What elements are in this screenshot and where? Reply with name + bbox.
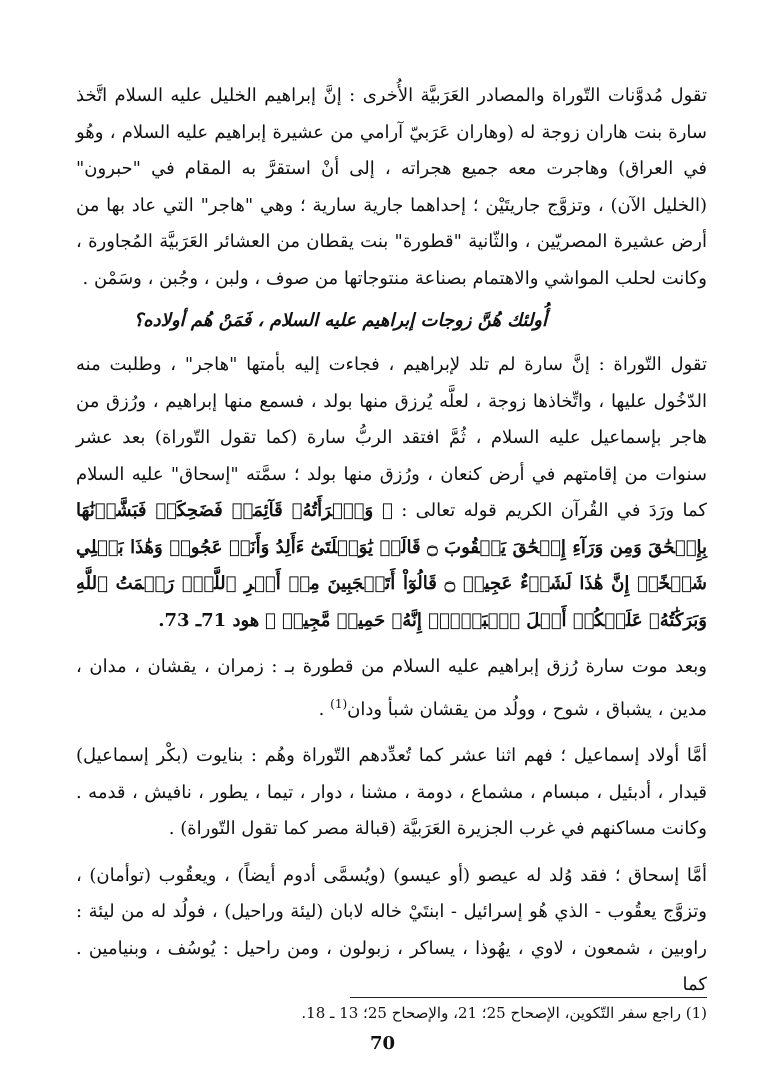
page-number: 70	[369, 1033, 396, 1054]
quran-reference: هود 71ـ 73.	[158, 609, 260, 631]
paragraph-2-text: تقول التّوراة : إنَّ سارة لم تلد لإبراهيم ، فجاءت إليه بأمتها "هاجر" ، وطلبت منه الدّخُول عليها ، واتِّخاذها زوجة ، لعلَّه يُرزق منها بولد ، فسمع منها إبراهيم ، ورُزق من هاجر بإسماعيل عليه السلام ، ثُمَّ افتقد الربُّ سارة (كما تقول التّوراة) بعد عشر سنوات من إقامتهم في أرض كنعان ، ورُزق منها بولد ؛ سمَّته "إسحاق" عليه السلام كما ورَدَ في القُرآن الكريم قوله تعالى :	[76, 354, 707, 521]
paragraph-2	[76, 347, 707, 639]
section-heading: أُولئك هُنَّ زوجات إبراهيم عليه السلام ، فَمَنْ هُم أولاده؟	[133, 310, 547, 331]
body-text	[76, 78, 707, 1004]
footnote-marker: (1)	[330, 696, 348, 711]
paragraph-3: وبعد موت سارة رُزق إبراهيم عليه السلام من قطورة بـ : زمران ، يقشان ، مدان ، مدين ، يشباق ، شوح ، وولُد من يقشان شبأ ودان$^{(1)}$ .	[76, 656, 707, 720]
footnote: (1) راجع سفر التّكوين، الإصحاح 25؛ 21، والإصحاح 25؛ 13 ـ 18.	[301, 1004, 707, 1022]
quran-verse: ﴿ وَٱمۡرَأَتُهُۥ قَآئِمَةٞ فَضَحِكَتۡ فَبَشَّرۡنَٰهَا بِإِسۡحَٰقَ وَمِن وَرَآءِ إِسۡحَٰقَ يَعۡقُوبَ ۝ قَالَتۡ يَٰوَيۡلَتَىٰٓ ءَأَلِدُ وَأَنَا۠ عَجُوزٞ وَهَٰذَا بَعۡلِي شَيۡخًاۖ إِنَّ هَٰذَا لَشَيۡءٌ عَجِيبٞ ۝ قَالُوٓاْ أَتَعۡجَبِينَ مِنۡ أَمۡرِ ٱللَّهِۖ رَحۡمَتُ ٱللَّهِ وَبَرَكَٰتُهُۥ عَلَيۡكُمۡ أَهۡلَ ٱلۡبَيۡتِۚ إِنَّهُۥ حَمِيدٞ مَّجِيدٞ ﴾	[76, 500, 707, 631]
footnote-divider	[350, 997, 707, 998]
paragraph-3-text: وبعد موت سارة رُزق إبراهيم عليه السلام من قطورة بـ : زمران ، يقشان ، مدان ، مدين ، يشباق ، شوح ، وولُد من يقشان شبأ ودان	[76, 656, 707, 720]
paragraph-1: تقول مُدوَّنات التّوراة والمصادر العَرَبيَّة الأُخرى : إنَّ إبراهيم الخليل عليه السلام اتَّخذ سارة بنت هاران زوجة له (وهاران عَرَبيّ آرامي من عشيرة إبراهيم عليه السلام ، وهُو في العراق) وهاجرت معه جميع هجراته ، إلى أنْ استقرَّ به المقام في "حبرون" (الخليل الآن) ، وتزوَّج جاريتَيْن ؛ إحداهما جارية سارية ؛ وهي "هاجر" التي عاد بها من أرض عشيرة المصريّين ، والثّانية "قطورة" بنت يقطان من العشائر العَرَبيَّة المُجاورة ، وكانت لحلب المواشي والاهتمام بصناعة منتوجاتها من صوف ، ولبن ، وجُبن ، وسَمْن .	[76, 85, 707, 289]
paragraph-4: أمَّا أولاد إسماعيل ؛ فهم اثنا عشر كما تُعدِّدهم التّوراة وهُم : بنايوت (بكْر إسماعيل) قيدار ، أدبئيل ، مبسام ، مشماع ، دومة ، مشنا ، دوار ، تيما ، يطور ، نافيش ، قدمه . وكانت مساكنهم في غرب الجزيرة العَرَبيَّة (قبالة مصر كما تقول التّوراة) .	[76, 745, 707, 839]
paragraph-5: أمَّا إسحاق ؛ فقد وُلد له عيصو (أو عيسو) (ويُسمَّى أدوم أيضاً) ، ويعقُوب (توأمان) ، وتزوَّج يعقُوب - الذي هُو إسرائيل - ابنتَيْ خاله لابان (ليئة وراحيل) ، فولُد له من ليئة : راوبين ، شمعون ، لاوي ، يهُوذا ، يساكر ، زبولون ، ومن راحيل : يُوسُف ، وبنيامين . كما	[76, 864, 707, 995]
